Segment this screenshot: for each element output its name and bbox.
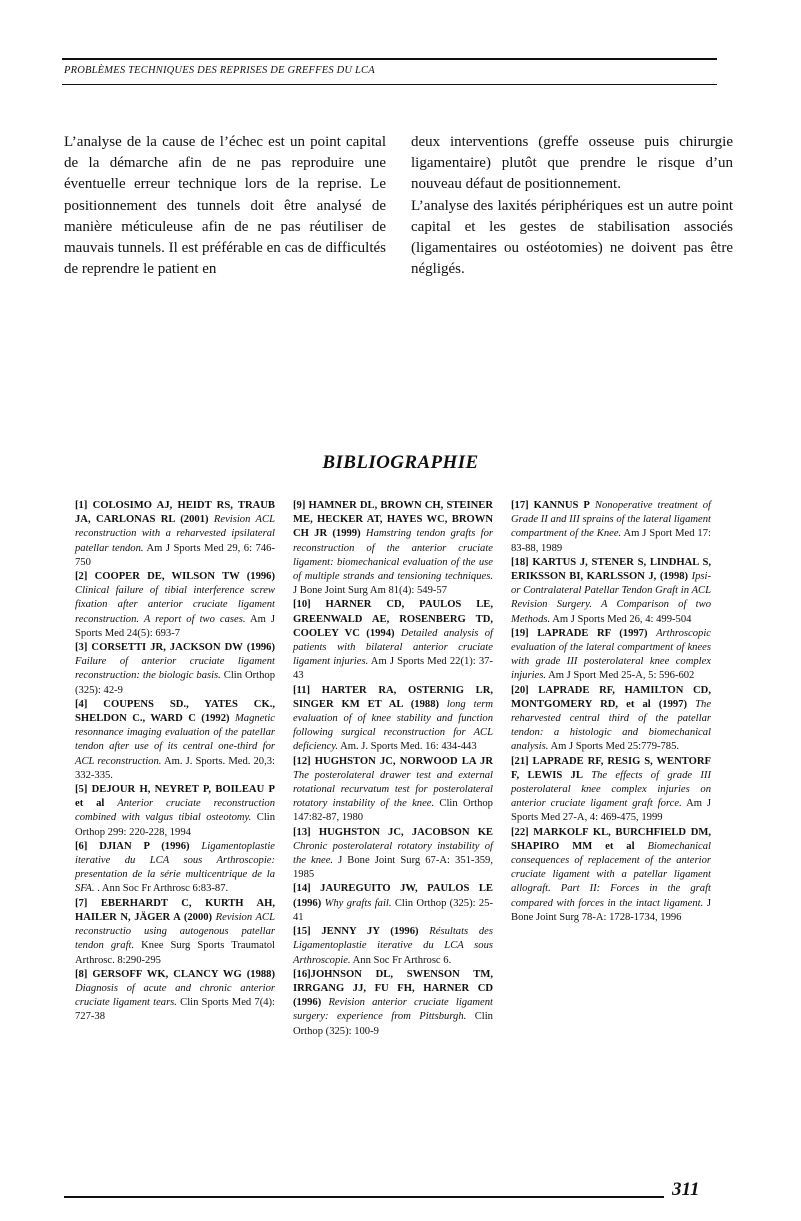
reference-source: Clin Orthop (325): 42-9: [75, 670, 275, 696]
intro-paragraph: L’analyse des laxités périphériques est un autre point capital et les gestes de stabilisation associés (ligamentaires ou ostéotomies) ne doivent pas être négligés.: [411, 197, 733, 278]
reference-title: Arthroscopic evaluation of the lateral compartment of knees with grade III posterolateral knee complex injuries.: [511, 627, 711, 682]
reference-entry: [293, 499, 493, 598]
reference-source: Clin Orthop 147:82-87, 1980: [293, 798, 493, 824]
reference-source: . Ann Soc Fr Arthrosc 6:83-87.: [97, 883, 229, 895]
reference-authors: [8] GERSOFF WK, CLANCY WG (1988): [75, 968, 275, 980]
reference-source: Clin Orthop 299: 220-228, 1994: [75, 812, 275, 838]
reference-title: Diagnosis of acute and chronic anterior cruciate ligament tears.: [75, 982, 275, 1009]
intro-paragraph: deux interventions (greffe osseuse puis chirurgie ligamentaire) plutôt que prendre le risque d’un nouveau défaut de positionnement.: [411, 134, 733, 193]
reference-entry: [75, 499, 275, 570]
reference-entry: [293, 882, 493, 925]
reference-authors: [10] HARNER CD, PAULOS LE, GREENWALD AE, ROSENBERG TD, COOLEY VC (1994): [293, 599, 493, 639]
reference-title: Anterior cruciate reconstruction combined with valgus tibial osteotomy.: [75, 798, 275, 824]
references-column-1: [75, 499, 275, 1025]
reference-title: Hamstring tendon grafts for reconstruction of the anterior cruciate ligament: biomechanical evaluation of the use of multiple strands and tensioning techniques.: [293, 528, 493, 583]
reference-entry: [293, 598, 493, 683]
reference-entry: [511, 556, 711, 627]
reference-title: Magnetic resonnance imaging evaluation of the patellar tendon after use of its central one-third for ACL reconstruction.: [75, 713, 275, 767]
reference-authors: [1] COLOSIMO AJ, HEIDT RS, TRAUB JA, CARLONAS RL (2001): [75, 500, 275, 526]
reference-authors: [6] DJIAN P (1996): [75, 840, 190, 852]
reference-entry: [293, 755, 493, 826]
reference-title: Revision anterior cruciate ligament surgery: experience from Pittsburgh.: [293, 997, 493, 1023]
header-rule-bottom: [62, 84, 717, 85]
reference-title: The posterolateral drawer test and external rotational recurvatum test for posterolateral rotatory instability of the knee.: [293, 769, 493, 810]
references-column-2: [293, 499, 493, 1039]
reference-source: Am J Sport Med 25-A, 5: 596-602: [548, 670, 695, 682]
bibliography-title: BIBLIOGRAPHIE: [322, 452, 479, 473]
reference-title: Nonoperative treatment of Grade II and III sprains of the lateral ligament compartment of the Knee.: [511, 500, 711, 540]
reference-source: Clin Sports Med 7(4): 727-38: [75, 997, 275, 1023]
reference-source: Am J Sport Med 17: 83-88, 1989: [511, 528, 711, 554]
reference-source: Am J Sports Med 26, 4: 499-504: [552, 613, 692, 625]
reference-entry: [75, 783, 275, 840]
reference-authors: [9] HAMNER DL, BROWN CH, STEINER ME, HECKER AT, HAYES WC, BROWN CH JR (1999): [293, 500, 493, 540]
header-rule-top: [62, 58, 717, 60]
reference-entry: [75, 698, 275, 783]
reference-authors: [3] CORSETTI JR, JACKSON DW (1996): [75, 642, 275, 654]
reference-title: Failure of anterior cruciate ligament reconstruction: the biologic basis.: [75, 656, 275, 682]
reference-title: long term evaluation of of knee stability and function following surgical reconstruction for ACL deficiency.: [293, 698, 493, 753]
reference-authors: [12] HUGHSTON JC, NORWOOD LA JR: [293, 755, 493, 767]
reference-authors: [20] LAPRADE RF, HAMILTON CD, MONTGOMERY RD, et al (1997): [511, 684, 711, 710]
reference-entry: [511, 755, 711, 826]
intro-column-right: [411, 132, 733, 280]
intro-column-left: [64, 132, 386, 280]
reference-entry: [293, 968, 493, 1039]
reference-authors: [13] HUGHSTON JC, JACOBSON KE: [293, 826, 493, 838]
reference-source: Am. J. Sports Med. 16: 434-443: [340, 741, 477, 753]
reference-authors: [21] LAPRADE RF, RESIG S, WENTORF F, LEWIS JL: [511, 755, 711, 781]
reference-title: Why grafts fail.: [324, 897, 392, 909]
reference-entry: [511, 684, 711, 755]
reference-source: J Bone Joint Surg Am 81(4): 549-57: [293, 585, 448, 597]
reference-entry: [293, 684, 493, 755]
reference-title: Clinical failure of tibial interference screw fixation after anterior cruciate ligament reconstruction. A report of two cases.: [75, 585, 275, 625]
reference-entry: [75, 840, 275, 897]
reference-source: Clin Orthop (325): 100-9: [293, 1011, 493, 1037]
reference-authors: [15] JENNY JY (1996): [293, 926, 419, 938]
reference-title: Chronic posterolateral rotatory instability of the knee.: [293, 840, 493, 867]
reference-entry: [511, 499, 711, 556]
reference-entry: [75, 897, 275, 968]
reference-entry: [75, 570, 275, 641]
reference-source: Am J Sports Med 27-A, 4: 469-475, 1999: [511, 798, 711, 824]
reference-source: Am J Sports Med 24(5): 693-7: [75, 613, 275, 639]
reference-authors: [7] EBERHARDT C, KURTH AH, HAILER N, JÄGER A (2000): [75, 897, 275, 923]
reference-source: Knee Surg Sports Traumatol Arthrosc. 8:290-295: [75, 940, 276, 966]
reference-entry: [75, 641, 275, 698]
reference-authors: [4] COUPENS SD., YATES CK., SHELDON C., WARD C (1992): [75, 698, 275, 725]
reference-entry: [293, 826, 493, 883]
reference-title: Detailed analysis of patients with bilateral anterior cruciate ligament injuries.: [293, 627, 493, 668]
reference-title: Résultats des Ligamentoplastie iterative du LCA sous Arthroscopie.: [293, 926, 493, 966]
reference-title: Ligamentoplastie iterative du LCA sous Arthroscopie: presentation de la série multicentrique de la SFA.: [75, 840, 275, 895]
reference-authors: [18] KARTUS J, STENER S, LINDHAL S, ERIKSSON BI, KARLSSON J, (1998): [511, 556, 711, 583]
reference-title: Revision ACL reconstruction with a reharvested ipsilateral patellar tendon.: [75, 514, 275, 554]
reference-authors: [22] MARKOLF KL, BURCHFIELD DM, SHAPIRO MM et al: [511, 826, 711, 852]
reference-source: Am J Sports Med 29, 6: 746-750: [75, 542, 275, 568]
reference-entry: [511, 826, 711, 925]
reference-entry: [511, 627, 711, 684]
reference-authors: [14] JAUREGUITO JW, PAULOS LE (1996): [293, 883, 493, 909]
intro-paragraph: L’analyse de la cause de l’échec est un point capital de la démarche afin de ne pas reproduire une éventuelle erreur technique lors de la reprise. Le positionnement des tunnels doit être analysé de manière méticuleuse afin de ne pas réutiliser de mauvais tunnels. Il est préférable en cas de difficultés de reprendre le patient en: [64, 134, 386, 278]
reference-entry: [293, 925, 493, 968]
reference-authors: [5] DEJOUR H, NEYRET P, BOILEAU P et al: [75, 784, 275, 810]
reference-title: The reharvested central third of the patellar tendon: a histologic and biomechanical analysis.: [511, 698, 712, 753]
reference-source: Am J Sports Med 25:779-785.: [550, 741, 680, 753]
reference-title: Revision ACL reconstructio using autogenous patellar tendon graft.: [75, 911, 275, 952]
reference-source: J Bone Joint Surg 78-A: 1728-1734, 1996: [511, 897, 711, 923]
reference-entry: [75, 968, 275, 1025]
reference-source: Clin Orthop (325): 25-41: [293, 897, 493, 923]
reference-title: Ipsi-or Contralateral Patellar Tendon Graft in ACL Revision Surgery. A Comparison of two Methods.: [511, 571, 712, 625]
reference-title: Biomechanical consequences of replacement of the anterior cruciate ligament with a patellar ligament allograft. Part II: Forces in the graft compared with forces in the intact ligament.: [511, 840, 711, 909]
reference-title: The effects of grade III posterolateral knee complex injuries on anterior cruciate ligament graft force.: [511, 769, 711, 810]
reference-source: Ann Soc Fr Arthrosc 6.: [352, 954, 452, 966]
reference-authors: [17] KANNUS P: [511, 500, 590, 511]
reference-authors: [11] HARTER RA, OSTERNIG LR, SINGER KM ET AL (1988): [293, 684, 493, 710]
page-number: 311: [672, 1179, 700, 1200]
reference-authors: [19] LAPRADE RF (1997): [511, 627, 648, 639]
reference-source: Am. J. Sports. Med. 20,3: 332-335.: [75, 755, 275, 781]
references-column-3: [511, 499, 711, 925]
reference-authors: [2] COOPER DE, WILSON TW (1996): [75, 571, 275, 583]
reference-source: Am J Sports Med 22(1): 37-43: [293, 656, 493, 682]
footer-rule: [64, 1196, 664, 1198]
running-head: PROBLÈMES TECHNIQUES DES REPRISES DE GREFFES DU LCA: [64, 65, 375, 76]
reference-authors: [16]JOHNSON DL, SWENSON TM, IRRGANG JJ, FU FH, HARNER CD (1996): [293, 968, 493, 1009]
reference-source: J Bone Joint Surg 67-A: 351-359, 1985: [293, 855, 493, 881]
